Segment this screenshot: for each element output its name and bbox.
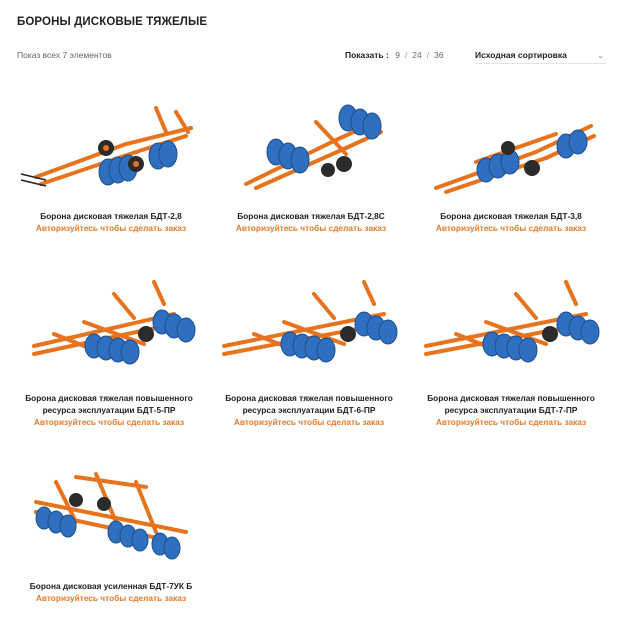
product-title-line1: Борона дисковая тяжелая повышенного — [25, 393, 193, 403]
chevron-down-icon: ⌄ — [597, 51, 604, 60]
product-image[interactable] — [16, 92, 206, 210]
product-image[interactable] — [216, 92, 406, 210]
sort-select-value: Исходная сортировка — [475, 50, 567, 60]
product-card[interactable] — [416, 274, 606, 428]
product-image[interactable] — [416, 92, 606, 210]
login-to-order-link[interactable]: Авторизуйтесь чтобы сделать заказ — [35, 593, 187, 603]
harrow-image-bdt-5-pr — [14, 274, 204, 392]
product-title[interactable] — [214, 392, 404, 416]
product-card[interactable] — [216, 92, 406, 234]
product-title[interactable]: Борона дисковая усиленная БДТ-7УК Б — [29, 581, 193, 591]
separator: / — [404, 50, 408, 60]
per-page-option-9[interactable]: 9 — [395, 50, 400, 60]
separator: / — [426, 50, 430, 60]
product-title-line2: ресурса эксплуатации БДТ-5-ПР — [42, 405, 176, 415]
product-title[interactable]: Борона дисковая тяжелая БДТ-3,8 — [440, 211, 582, 221]
per-page-option-24[interactable]: 24 — [412, 50, 422, 60]
product-card[interactable] — [16, 462, 206, 604]
login-to-order-link[interactable]: Авторизуйтесь чтобы сделать заказ — [233, 417, 385, 427]
harrow-image-bdt-6-pr — [214, 274, 404, 392]
product-title[interactable]: Борона дисковая тяжелая БДТ-2,8 — [40, 211, 182, 221]
product-card[interactable] — [14, 274, 204, 428]
product-card[interactable] — [16, 92, 206, 234]
harrow-image-bdt-2-8s — [216, 92, 406, 210]
harrow-image-bdt-7uk-b — [16, 462, 206, 580]
harrow-image-bdt-3-8 — [416, 92, 606, 210]
product-title-line1: Борона дисковая тяжелая повышенного — [427, 393, 595, 403]
product-image[interactable] — [416, 274, 606, 392]
product-card[interactable] — [214, 274, 404, 428]
product-image[interactable] — [16, 462, 206, 580]
login-to-order-link[interactable]: Авторизуйтесь чтобы сделать заказ — [33, 417, 185, 427]
per-page-selector — [345, 50, 444, 60]
product-title-line2: ресурса эксплуатации БДТ-7-ПР — [444, 405, 578, 415]
product-image[interactable] — [214, 274, 404, 392]
product-title-line2: ресурса эксплуатации БДТ-6-ПР — [242, 405, 376, 415]
product-title-line1: Борона дисковая тяжелая повышенного — [225, 393, 393, 403]
login-to-order-link[interactable]: Авторизуйтесь чтобы сделать заказ — [435, 417, 587, 427]
product-image[interactable] — [14, 274, 204, 392]
result-count: Показ всех 7 элементов — [17, 50, 112, 60]
harrow-image-bdt-2-8 — [16, 92, 206, 210]
login-to-order-link[interactable]: Авторизуйтесь чтобы сделать заказ — [35, 223, 187, 233]
shop-toolbar — [17, 50, 615, 66]
product-title[interactable] — [416, 392, 606, 416]
product-title[interactable] — [14, 392, 204, 416]
per-page-label: Показать : — [345, 50, 389, 60]
per-page-option-36[interactable]: 36 — [434, 50, 444, 60]
login-to-order-link[interactable]: Авторизуйтесь чтобы сделать заказ — [435, 223, 587, 233]
login-to-order-link[interactable]: Авторизуйтесь чтобы сделать заказ — [235, 223, 387, 233]
sort-select[interactable] — [475, 47, 606, 64]
product-title[interactable]: Борона дисковая тяжелая БДТ-2,8С — [237, 211, 385, 221]
page-title: БОРОНЫ ДИСКОВЫЕ ТЯЖЕЛЫЕ — [17, 16, 208, 28]
harrow-image-bdt-7-pr — [416, 274, 606, 392]
product-card[interactable] — [416, 92, 606, 234]
